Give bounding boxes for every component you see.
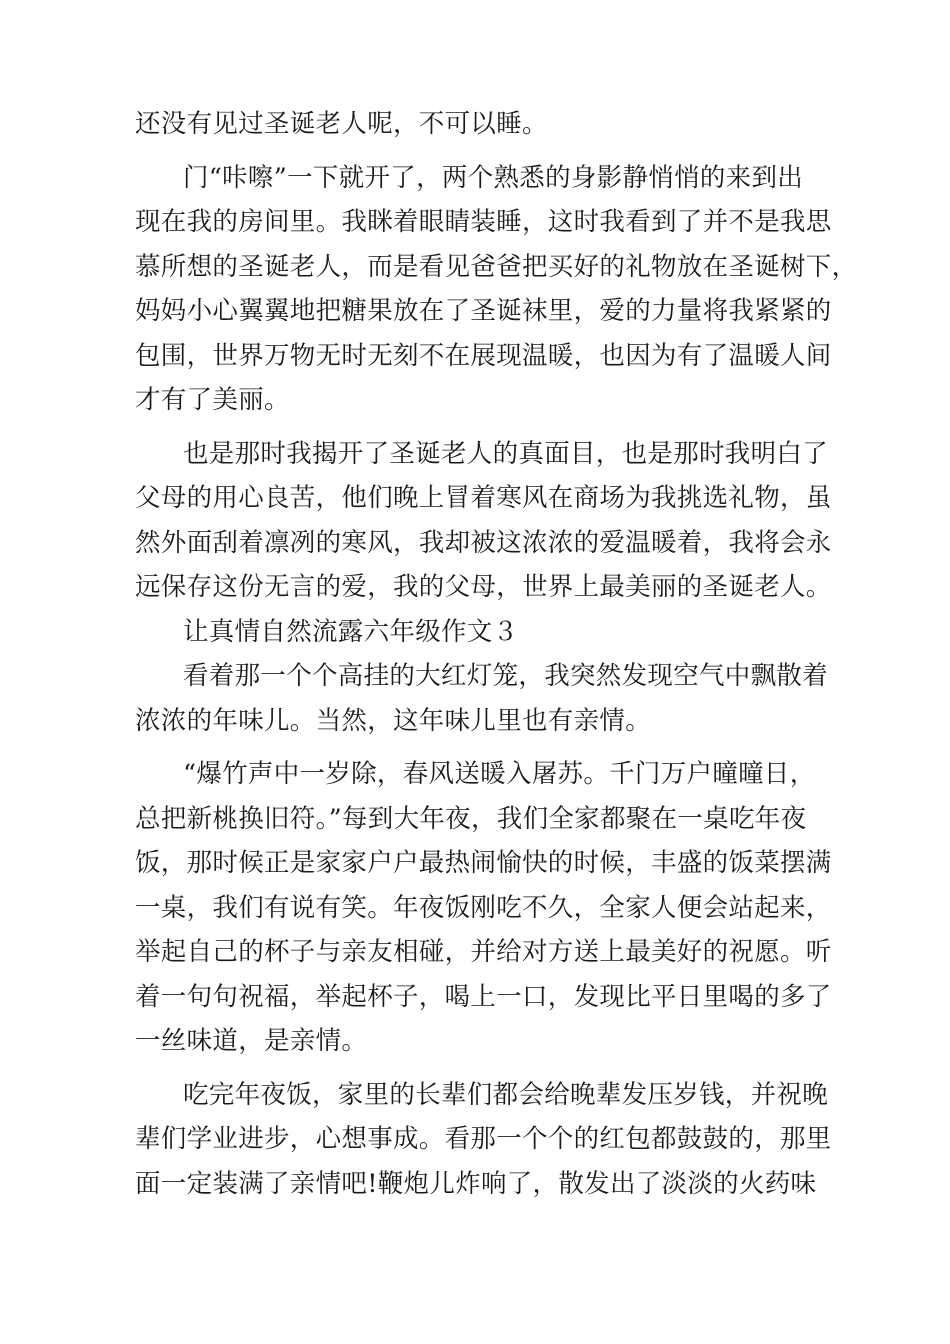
text-line: 才有了美丽。 xyxy=(135,385,290,415)
text-line: 着一句句祝福，举起杯子，喝上一口，发现比平日里喝的多了 xyxy=(135,981,832,1012)
text-line: 远保存这份无言的爱，我的父母，世界上最美丽的圣诞老人。 xyxy=(135,572,832,602)
text-line: 也是那时我揭开了圣诞老人的真面目，也是那时我明白了 xyxy=(183,438,829,469)
text-line: 包围，世界万物无时无刻不在展现温暖，也因为有了温暖人间 xyxy=(135,340,832,371)
text-line: 浓浓的年味儿。当然，这年味儿里也有亲情。 xyxy=(135,705,652,736)
text-line: 面一定装满了亲情吧!鞭炮儿炸响了，散发出了淡淡的火药味 xyxy=(135,1168,817,1199)
text-line: 一桌，我们有说有笑。年夜饭刚吃不久，全家人便会站起来， xyxy=(135,892,832,923)
text-line: 妈妈小心翼翼地把糖果放在了圣诞袜里，爱的力量将我紧紧的 xyxy=(135,296,832,326)
text-line: 吃完年夜饭，家里的长辈们都会给晚辈发压岁钱，并祝晚 xyxy=(183,1079,829,1110)
text-line: 还没有见过圣诞老人呢，不可以睡。 xyxy=(135,109,548,139)
text-line: 然外面刮着凛冽的寒风，我却被这浓浓的爱温暖着，我将会永 xyxy=(135,527,832,558)
text-line: 现在我的房间里。我眯着眼睛装睡，这时我看到了并不是我思 xyxy=(135,207,832,237)
text-line: 门“咔嚓”一下就开了，两个熟悉的身影静悄悄的来到出 xyxy=(183,162,804,193)
text-line: 慕所想的圣诞老人，而是看见爸爸把买好的礼物放在圣诞树下， xyxy=(135,251,858,282)
text-line: 饭，那时候正是家家户户最热闹愉快的时候，丰盛的饭菜摆满 xyxy=(135,848,832,878)
text-line: 辈们学业进步，心想事成。看那一个个的红包都鼓鼓的，那里 xyxy=(135,1124,832,1154)
text-line: 总把新桃换旧符。”每到大年夜，我们全家都聚在一桌吃年夜 xyxy=(135,803,807,834)
text-line: 一丝味道，是亲情。 xyxy=(135,1026,368,1056)
section-heading: 让真情自然流露六年级作文３ xyxy=(183,616,519,647)
document-body xyxy=(135,102,858,1206)
text-line: 举起自己的杯子与亲友相碰，并给对方送上最美好的祝愿。听 xyxy=(135,937,832,967)
text-line: 看着那一个个高挂的大红灯笼，我突然发现空气中飘散着 xyxy=(183,661,829,691)
text-line: “爆竹声中一岁除，春风送暖入屠苏。千门万户曈曈日， xyxy=(183,759,816,789)
text-line: 父母的用心良苦，他们晚上冒着寒风在商场为我挑选礼物，虽 xyxy=(135,483,832,513)
